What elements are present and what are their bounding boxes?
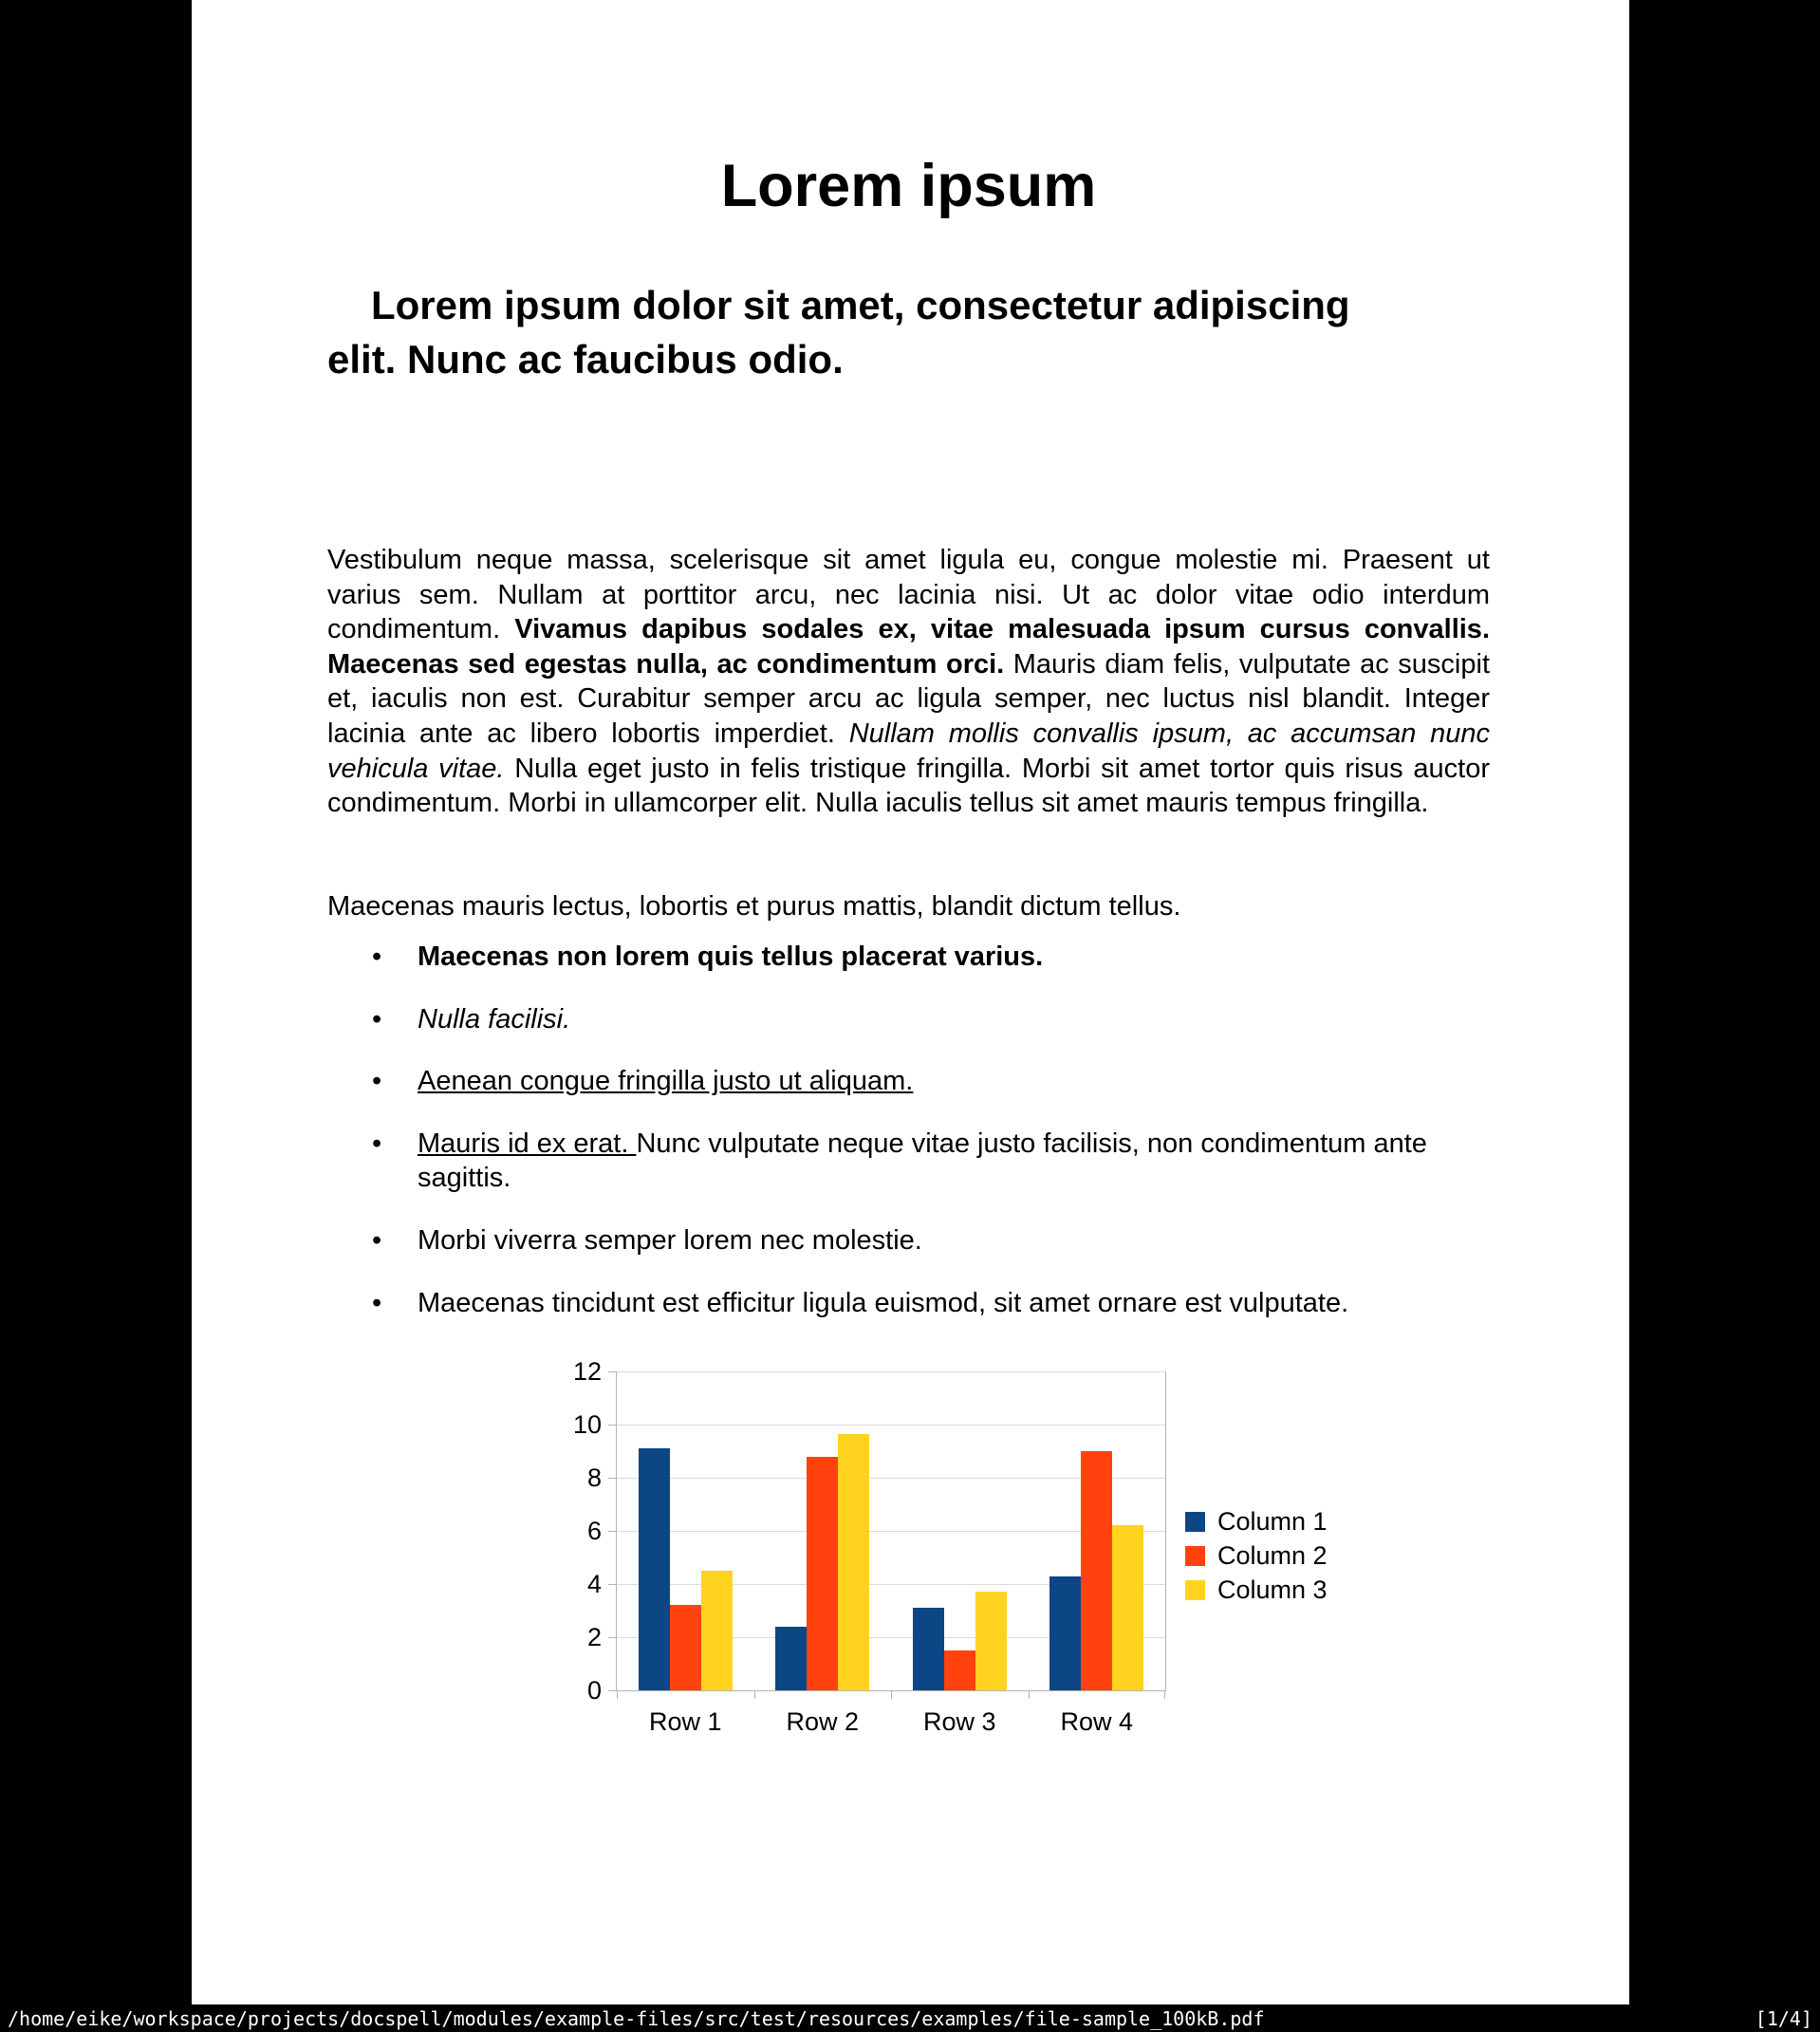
x-category-label: Row 4 [1060, 1707, 1134, 1736]
bullet-marker: • [372, 1003, 382, 1035]
y-tick-mark [608, 1425, 617, 1426]
x-category-label: Row 2 [786, 1707, 860, 1736]
bullet-item-2 [327, 1002, 1490, 1037]
x-category-label: Row 1 [648, 1707, 722, 1736]
bar-column-3-row-3 [975, 1592, 1007, 1690]
text-run-bold: Vivamus dapibus sodales ex, vitae malesuada ipsum cursus convallis. Maecenas sed egestas nulla, ac condimentum orci. [327, 614, 1490, 680]
x-tick-mark [1164, 1690, 1165, 1699]
bar-column-1-row-1 [639, 1448, 670, 1690]
x-category-label: Row 3 [922, 1707, 996, 1736]
bar-column-1-row-3 [913, 1608, 944, 1690]
x-tick-mark [1029, 1690, 1030, 1699]
text-run-underline: Aenean congue fringilla justo ut aliquam. [418, 1066, 914, 1097]
text-run-normal: Maecenas tincidunt est efficitur ligula euismod, sit amet ornare est vulputate. [418, 1287, 1349, 1318]
bullet-item-4 [327, 1127, 1490, 1196]
bar-column-3-row-1 [701, 1571, 733, 1690]
legend-entry-column-1 [1185, 1504, 1328, 1538]
text-run-normal: Morbi viverra semper lorem nec molestie. [418, 1224, 922, 1256]
y-tick-label: 10 [572, 1410, 602, 1439]
bar-column-2-row-4 [1081, 1451, 1112, 1690]
bullet-list [327, 940, 1490, 1348]
legend-label: Column 1 [1217, 1507, 1328, 1536]
legend-label: Column 3 [1217, 1575, 1328, 1604]
x-tick-mark [891, 1690, 892, 1699]
x-tick-mark [754, 1690, 755, 1699]
y-tick-mark [608, 1584, 617, 1585]
text-run-normal: Nulla eget justo in felis tristique fringilla. Morbi sit amet tortor quis risus auctor condimentum. Morbi in ullamcorper elit. Nulla iaculis tellus sit amet mauris tempus fringilla. [327, 753, 1491, 819]
legend-swatch [1185, 1512, 1205, 1532]
text-run-underline: Mauris id ex erat. [418, 1128, 637, 1159]
bullet-marker: • [372, 1066, 382, 1097]
y-tick-mark [608, 1478, 617, 1479]
text-run-normal: Mauris diam felis, vulputate ac suscipit et, iaculis non est. Curabitur semper arcu ac ligula semper, nec luctus nisl blandit. Integer lacinia ante ac libero lobortis imperdiet. [327, 648, 1490, 749]
y-tick-label: 12 [572, 1357, 602, 1386]
bar-chart-plot-area [572, 1357, 1166, 1736]
bar-column-3-row-4 [1112, 1525, 1143, 1690]
legend-entry-column-2 [1185, 1538, 1328, 1573]
y-tick-mark [608, 1637, 617, 1638]
bullet-item-6 [327, 1286, 1490, 1321]
bar-column-3-row-2 [838, 1434, 869, 1690]
y-tick-label: 2 [586, 1623, 602, 1651]
document-title: Lorem ipsum [720, 153, 1097, 220]
y-tick-label: 4 [586, 1570, 602, 1598]
legend-swatch [1185, 1580, 1205, 1600]
legend-swatch [1185, 1546, 1205, 1566]
document-page [192, 0, 1629, 2004]
bar-column-2-row-2 [807, 1457, 838, 1690]
text-run-bold: Maecenas non lorem quis tellus placerat varius. [418, 941, 1044, 972]
heading-line-2: elit. Nunc ac faucibus odio. [327, 336, 844, 382]
bullet-marker: • [372, 1287, 382, 1318]
bullet-marker: • [372, 1224, 382, 1256]
gridline-y-10 [617, 1425, 1165, 1426]
y-tick-label: 8 [586, 1463, 602, 1492]
bullet-item-3 [327, 1064, 1490, 1099]
legend-entry-column-3 [1185, 1573, 1328, 1607]
bar-column-1-row-2 [775, 1627, 807, 1690]
document-heading [327, 278, 1490, 386]
legend-label: Column 2 [1217, 1541, 1328, 1570]
bullet-item-5 [327, 1223, 1490, 1258]
y-tick-label: 0 [586, 1676, 602, 1705]
status-bar [0, 2004, 1820, 2032]
gridline-y-12 [617, 1371, 1165, 1372]
text-run-normal: Nunc vulputate neque vitae justo facilisis, non condimentum ante sagittis. [418, 1128, 1427, 1194]
bar-column-2-row-1 [670, 1605, 701, 1690]
bar-column-2-row-3 [944, 1650, 975, 1690]
text-run-italic: Nulla facilisi. [418, 1003, 571, 1035]
x-tick-mark [617, 1690, 618, 1699]
text-run-normal: Vestibulum neque massa, scelerisque sit amet ligula eu, congue molestie mi. Praesent ut varius sem. Nullam at porttitor arcu, nec lacinia nisi. Ut ac dolor vitae odio interdum condimentum. [327, 545, 1490, 645]
bar-column-1-row-4 [1049, 1576, 1081, 1690]
chart-legend [1185, 1504, 1328, 1607]
y-tick-mark [608, 1531, 617, 1532]
file-path: /home/eike/workspace/projects/docspell/modules/example-files/src/test/resources/examples/file-sample_100kB.pdf [8, 2006, 1265, 2030]
y-tick-label: 6 [586, 1517, 602, 1545]
page-indicator: [1/4] [1755, 2006, 1812, 2030]
text-run-italic: Nullam mollis convallis ipsum, ac accumsan nunc vehicula vitae. [327, 718, 1491, 784]
body-paragraph-1 [327, 543, 1490, 821]
y-tick-mark [608, 1690, 617, 1691]
bullet-item-1 [327, 940, 1490, 975]
bullet-marker: • [372, 1128, 382, 1159]
body-paragraph-2: Maecenas mauris lectus, lobortis et purus mattis, blandit dictum tellus. [327, 891, 1181, 922]
y-tick-mark [608, 1371, 617, 1372]
bullet-marker: • [372, 941, 382, 972]
heading-line-1: Lorem ipsum dolor sit amet, consectetur adipiscing [371, 282, 1350, 327]
